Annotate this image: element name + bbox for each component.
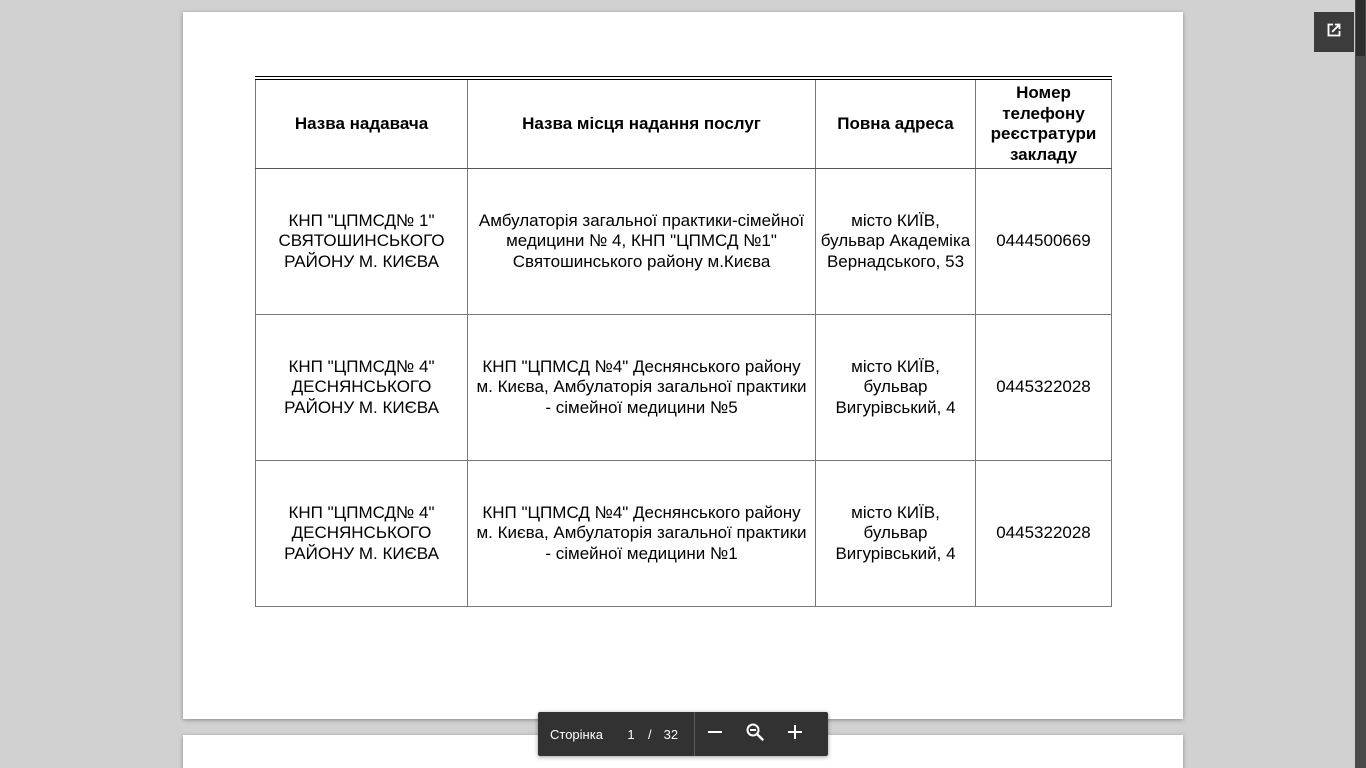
page-number-input[interactable]: 1 <box>627 726 635 742</box>
vertical-scrollbar[interactable] <box>1355 0 1366 768</box>
cell-provider: КНП "ЦПМСД№ 1" СВЯТОШИНСЬКОГО РАЙОНУ М. КИЄВА <box>256 169 468 315</box>
cell-address: місто КИЇВ, бульвар Академіка Вернадського, 53 <box>816 169 976 315</box>
page-total: 32 <box>663 726 679 742</box>
cell-phone: 0445322028 <box>976 315 1112 461</box>
table-row <box>256 461 1112 607</box>
cell-address: місто КИЇВ, бульвар Вигурівський, 4 <box>816 461 976 607</box>
table-row <box>256 169 1112 315</box>
providers-table <box>255 76 1112 607</box>
pdf-page-1 <box>183 12 1183 719</box>
table-header-row <box>256 78 1112 169</box>
cell-place: КНП "ЦПМСД №4" Деснянського району м. Києва, Амбулаторія загальної практики - сімейної медицини №1 <box>468 461 816 607</box>
pdf-toolbar <box>538 712 828 756</box>
header-provider-name: Назва надавача <box>256 78 468 169</box>
table-row <box>256 315 1112 461</box>
header-full-address: Повна адреса <box>816 78 976 169</box>
page-separator: / <box>648 726 652 742</box>
page-label: Сторінка <box>550 726 603 742</box>
fit-zoom-button[interactable] <box>735 712 775 756</box>
header-phone: Номер телефону реєстратури закладу <box>976 78 1112 169</box>
zoom-out-button[interactable] <box>695 712 735 756</box>
plus-icon <box>787 724 803 745</box>
cell-address: місто КИЇВ, бульвар Вигурівський, 4 <box>816 315 976 461</box>
minus-icon <box>707 724 723 745</box>
cell-provider: КНП "ЦПМСД№ 4" ДЕСНЯНСЬКОГО РАЙОНУ М. КИЄВА <box>256 461 468 607</box>
magnifier-icon <box>745 722 765 747</box>
cell-place: Амбулаторія загальної практики-сімейної медицини № 4, КНП "ЦПМСД №1" Святошинського району м.Києва <box>468 169 816 315</box>
open-in-new-icon <box>1323 19 1345 46</box>
cell-phone: 0444500669 <box>976 169 1112 315</box>
header-service-place: Назва місця надання послуг <box>468 78 816 169</box>
cell-place: КНП "ЦПМСД №4" Деснянського району м. Києва, Амбулаторія загальної практики - сімейної медицини №5 <box>468 315 816 461</box>
zoom-in-button[interactable] <box>775 712 815 756</box>
open-in-new-window-button[interactable] <box>1314 12 1354 52</box>
scrollbar-thumb[interactable] <box>1356 0 1365 56</box>
cell-provider: КНП "ЦПМСД№ 4" ДЕСНЯНСЬКОГО РАЙОНУ М. КИЄВА <box>256 315 468 461</box>
cell-phone: 0445322028 <box>976 461 1112 607</box>
